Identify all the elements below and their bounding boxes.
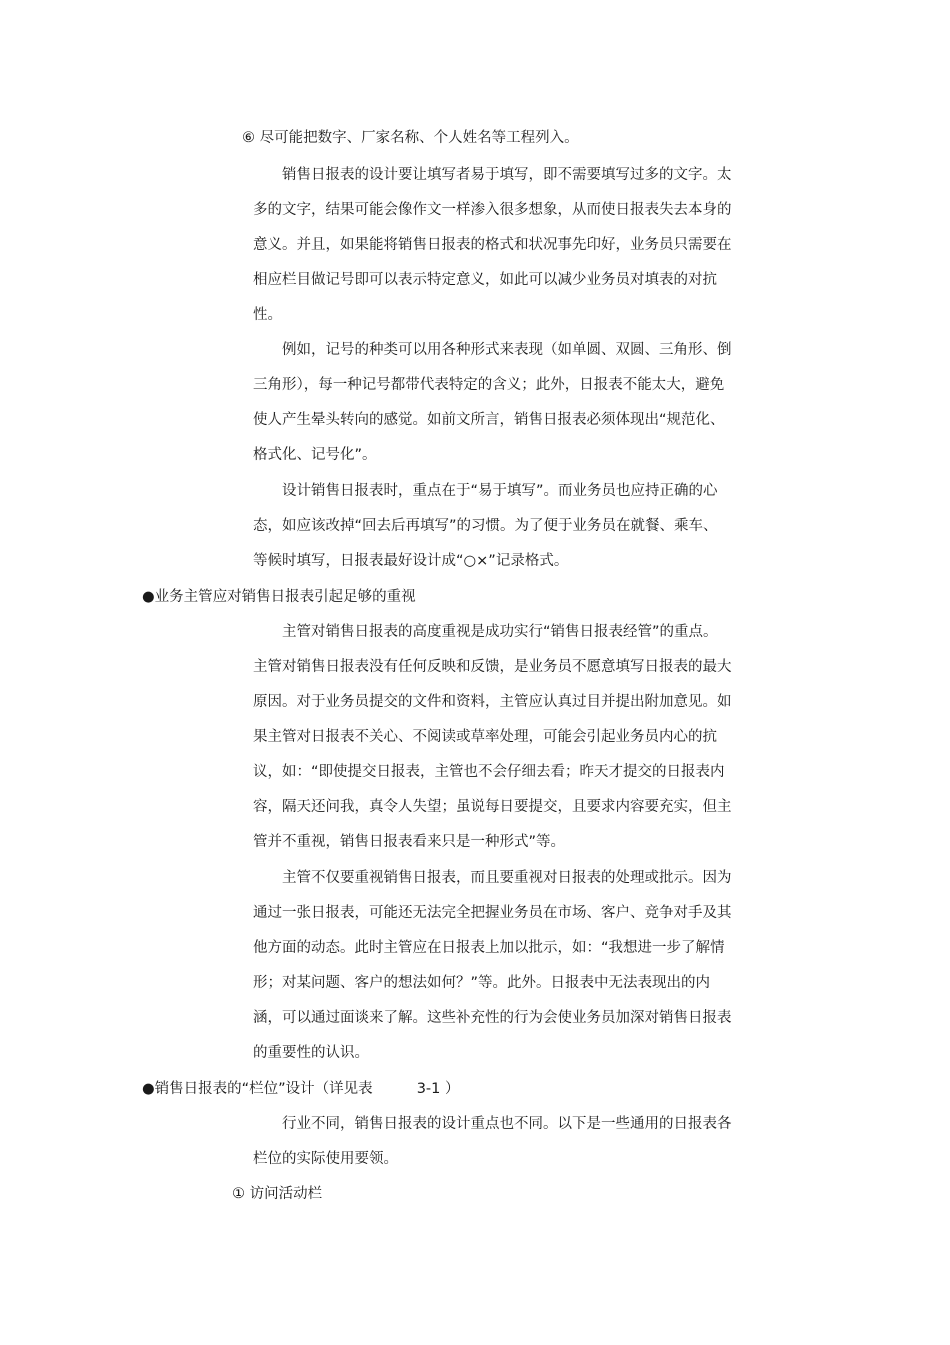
paragraph-3-line-1: 设计销售日报表时，重点在于“易于填写”。而业务员也应持正确的心 — [253, 483, 718, 499]
paragraph-1-line-5: 性。 — [253, 307, 282, 323]
section-heading-1: ●业务主管应对销售日报表引起足够的重视 — [142, 589, 416, 605]
list-item-1: ① 访问活动栏 — [232, 1186, 323, 1202]
paragraph-3-line-2: 态，如应该改掉“回去后再填写”的习惯。为了便于业务员在就餐、乘车、 — [253, 518, 718, 534]
section-heading-2-text: ●销售日报表的“栏位”设计（详见表 — [142, 1081, 373, 1097]
paragraph-2-line-3: 使人产生晕头转向的感觉。如前文所言，销售日报表必须体现出“规范化、 — [253, 412, 725, 428]
paragraph-1-line-2: 多的文字，结果可能会像作文一样渗入很多想象，从而使日报表失去本身的 — [253, 202, 732, 218]
paragraph-2-line-1: 例如，记号的种类可以用各种形式来表现（如单圆、双圆、三角形、倒 — [253, 342, 732, 358]
paragraph-4-line-6: 容，隔天还问我，真令人失望；虽说每日要提交，且要求内容要充实，但主 — [253, 799, 732, 815]
paragraph-4-line-5: 议，如：“即使提交日报表，主管也不会仔细去看；昨天才提交的日报表内 — [253, 764, 725, 780]
paragraph-2-line-2: 三角形），每一种记号都带代表特定的含义；此外，日报表不能太大，避免 — [253, 377, 725, 393]
paragraph-4-line-2: 主管对销售日报表没有任何反映和反馈，是业务员不愿意填写日报表的最大 — [253, 659, 732, 675]
paragraph-6-line-2: 栏位的实际使用要领。 — [253, 1151, 398, 1167]
paragraph-1-line-4: 相应栏目做记号即可以表示特定意义，如此可以减少业务员对填表的对抗 — [253, 272, 717, 288]
paragraph-4-line-1: 主管对销售日报表的高度重视是成功实行“销售日报表经管”的重点。 — [253, 624, 718, 640]
paragraph-2-line-4: 格式化、记号化”。 — [253, 447, 377, 463]
paragraph-1-line-3: 意义。并且，如果能将销售日报表的格式和状况事先印好，业务员只需要在 — [253, 237, 732, 253]
paragraph-5-line-5: 涵，可以通过面谈来了解。这些补充性的行为会使业务员加深对销售日报表 — [253, 1010, 732, 1026]
paragraph-6-line-1: 行业不同，销售日报表的设计重点也不同。以下是一些通用的日报表各 — [253, 1116, 732, 1132]
paragraph-5-line-1: 主管不仅要重视销售日报表，而且要重视对日报表的处理或批示。因为 — [253, 870, 732, 886]
paragraph-5-line-4: 形；对某问题、客户的想法如何？”等。此外。日报表中无法表现出的内 — [253, 975, 711, 991]
paragraph-5-line-3: 他方面的动态。此时主管应在日报表上加以批示，如：“我想进一步了解情 — [253, 940, 725, 956]
paragraph-5-line-2: 通过一张日报表，可能还无法完全把握业务员在市场、客户、竞争对手及其 — [253, 905, 732, 921]
table-reference: 3-1 ） — [416, 1081, 460, 1097]
paragraph-5-line-6: 的重要性的认识。 — [253, 1045, 369, 1061]
paragraph-3-line-3: 等候时填写，日报表最好设计成“○×”记录格式。 — [253, 553, 569, 569]
section-heading-2 — [142, 1079, 459, 1099]
paragraph-4-line-3: 原因。对于业务员提交的文件和资料，主管应认真过目并提出附加意见。如 — [253, 694, 732, 710]
list-item-6: ⑥ 尽可能把数字、厂家名称、个人姓名等工程列入。 — [242, 130, 579, 146]
paragraph-1-line-1: 销售日报表的设计要让填写者易于填写，即不需要填写过多的文字。太 — [253, 167, 732, 183]
paragraph-4-line-7: 管并不重视，销售日报表看来只是一种形式”等。 — [253, 834, 566, 850]
paragraph-4-line-4: 果主管对日报表不关心、不阅读或草率处理，可能会引起业务员内心的抗 — [253, 729, 717, 745]
